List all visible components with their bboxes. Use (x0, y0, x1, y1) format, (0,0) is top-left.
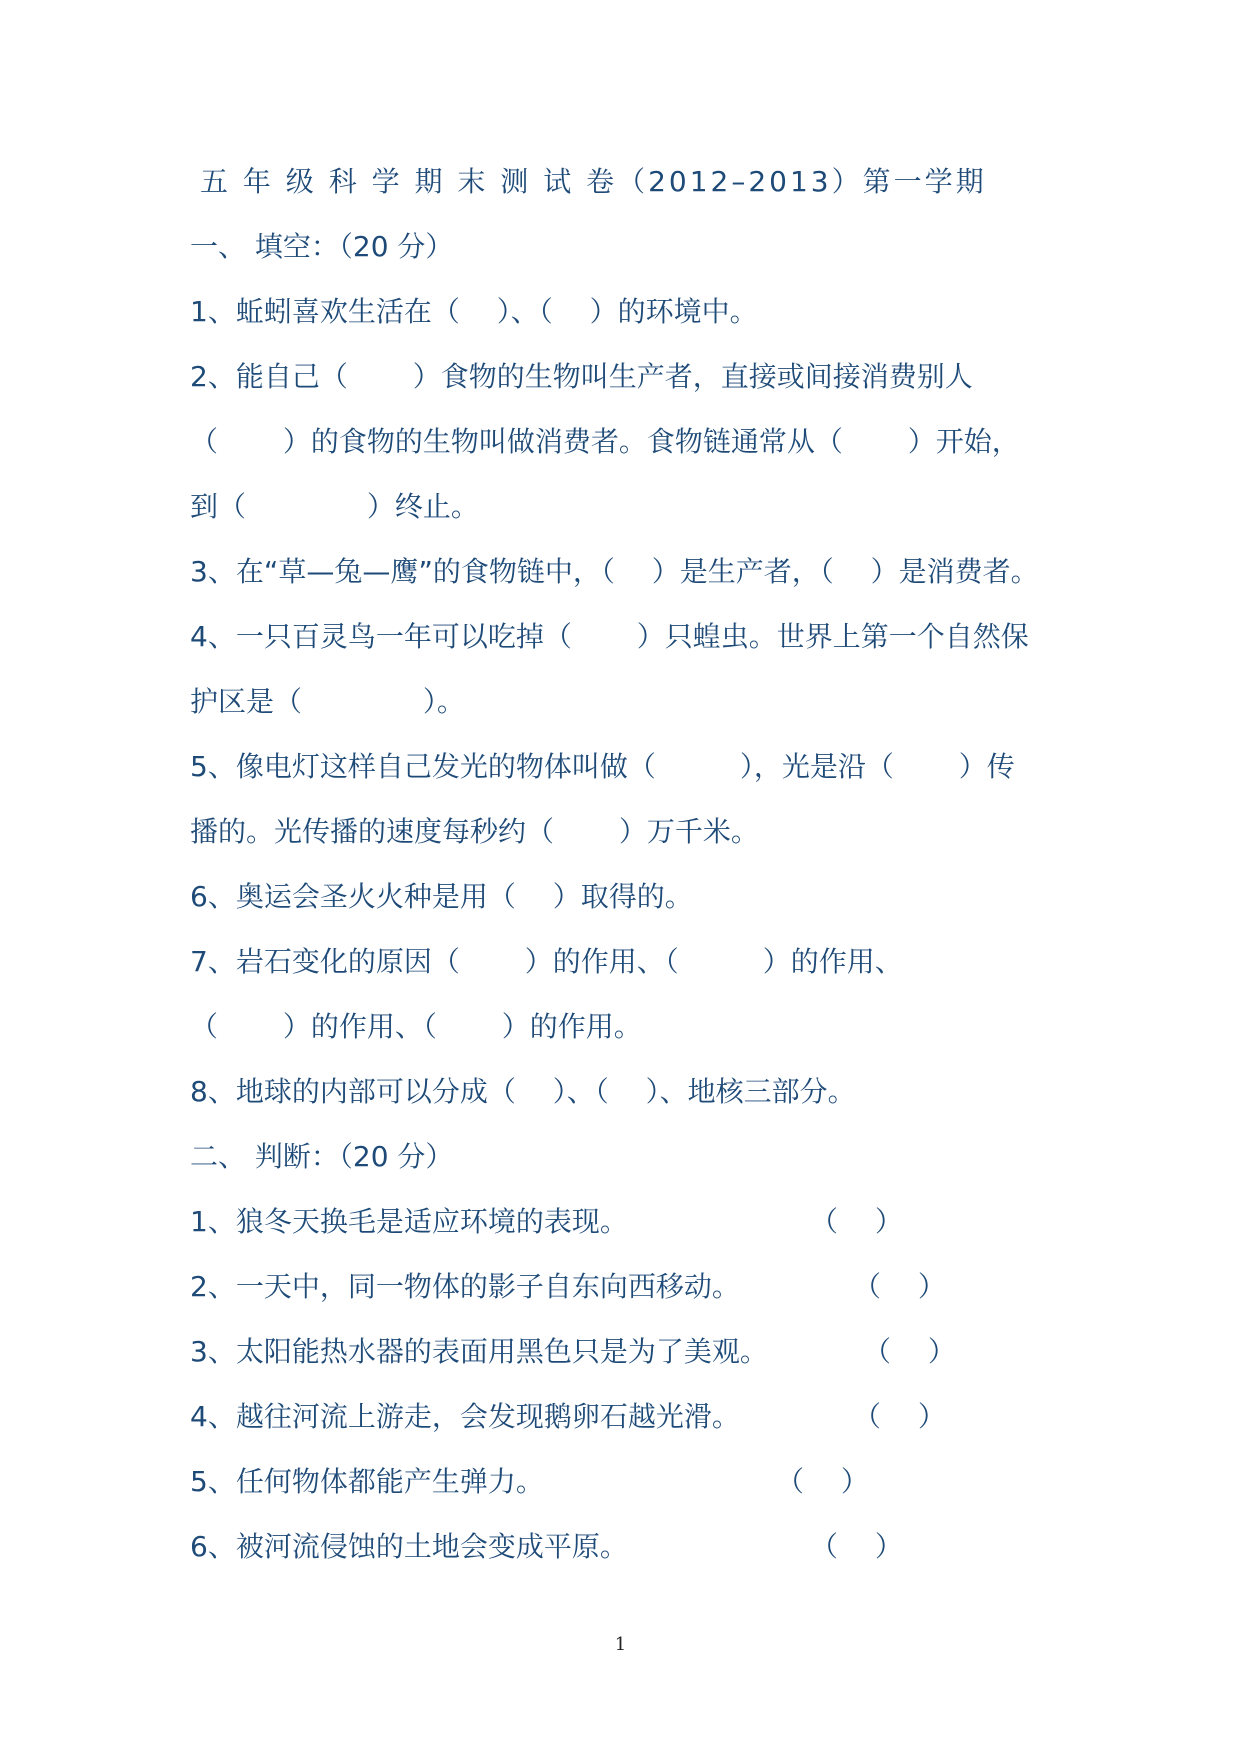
section-heading-fill-blank: 一、 填空：（20 分） (190, 230, 454, 263)
answer-bracket: （ ） (776, 1465, 869, 1498)
fill-blank-line: （ ）的作用、（ ）的作用。 (190, 1010, 642, 1043)
section-heading-true-false: 二、 判断：（20 分） (190, 1140, 454, 1173)
fill-blank-line: 6、奥运会圣火火种是用（ ）取得的。 (190, 880, 693, 913)
page-number: 1 (614, 1634, 627, 1655)
fill-blank-line: 到（ ）终止。 (190, 490, 479, 523)
true-false-item: 5、任何物体都能产生弹力。 (190, 1465, 544, 1498)
exam-title: 五 年 级 科 学 期 末 测 试 卷（2012–2013）第一学期 (200, 165, 987, 198)
answer-bracket: （ ） (810, 1205, 903, 1238)
fill-blank-line: 4、一只百灵鸟一年可以吃掉（ ）只蝗虫。世界上第一个自然保 (190, 620, 1029, 653)
answer-bracket: （ ） (863, 1335, 956, 1368)
fill-blank-line: 3、在“草—兔—鹰”的食物链中，（ ）是生产者，（ ）是消费者。 (190, 555, 1039, 588)
fill-blank-line: 播的。光传播的速度每秒约（ ）万千米。 (190, 815, 759, 848)
true-false-item: 1、狼冬天换毛是适应环境的表现。 (190, 1205, 628, 1238)
answer-bracket: （ ） (853, 1270, 946, 1303)
answer-bracket: （ ） (810, 1530, 903, 1563)
fill-blank-line: （ ）的食物的生物叫做消费者。食物链通常从（ ）开始， (190, 425, 1020, 458)
fill-blank-line: 护区是（ ）。 (190, 685, 465, 718)
fill-blank-line: 8、地球的内部可以分成（ ）、（ ）、地核三部分。 (190, 1075, 856, 1108)
fill-blank-line: 2、能自己（ ）食物的生物叫生产者，直接或间接消费别人 (190, 360, 973, 393)
true-false-item: 4、越往河流上游走，会发现鹅卵石越光滑。 (190, 1400, 740, 1433)
fill-blank-line: 5、像电灯这样自己发光的物体叫做（ ），光是沿（ ）传 (190, 750, 1015, 783)
fill-blank-line: 7、岩石变化的原因（ ）的作用、（ ）的作用、 (190, 945, 903, 978)
true-false-item: 6、被河流侵蚀的土地会变成平原。 (190, 1530, 628, 1563)
fill-blank-line: 1、蚯蚓喜欢生活在（ ）、（ ）的环境中。 (190, 295, 758, 328)
true-false-item: 2、一天中，同一物体的影子自东向西移动。 (190, 1270, 740, 1303)
true-false-item: 3、太阳能热水器的表面用黑色只是为了美观。 (190, 1335, 768, 1368)
answer-bracket: （ ） (853, 1400, 946, 1433)
